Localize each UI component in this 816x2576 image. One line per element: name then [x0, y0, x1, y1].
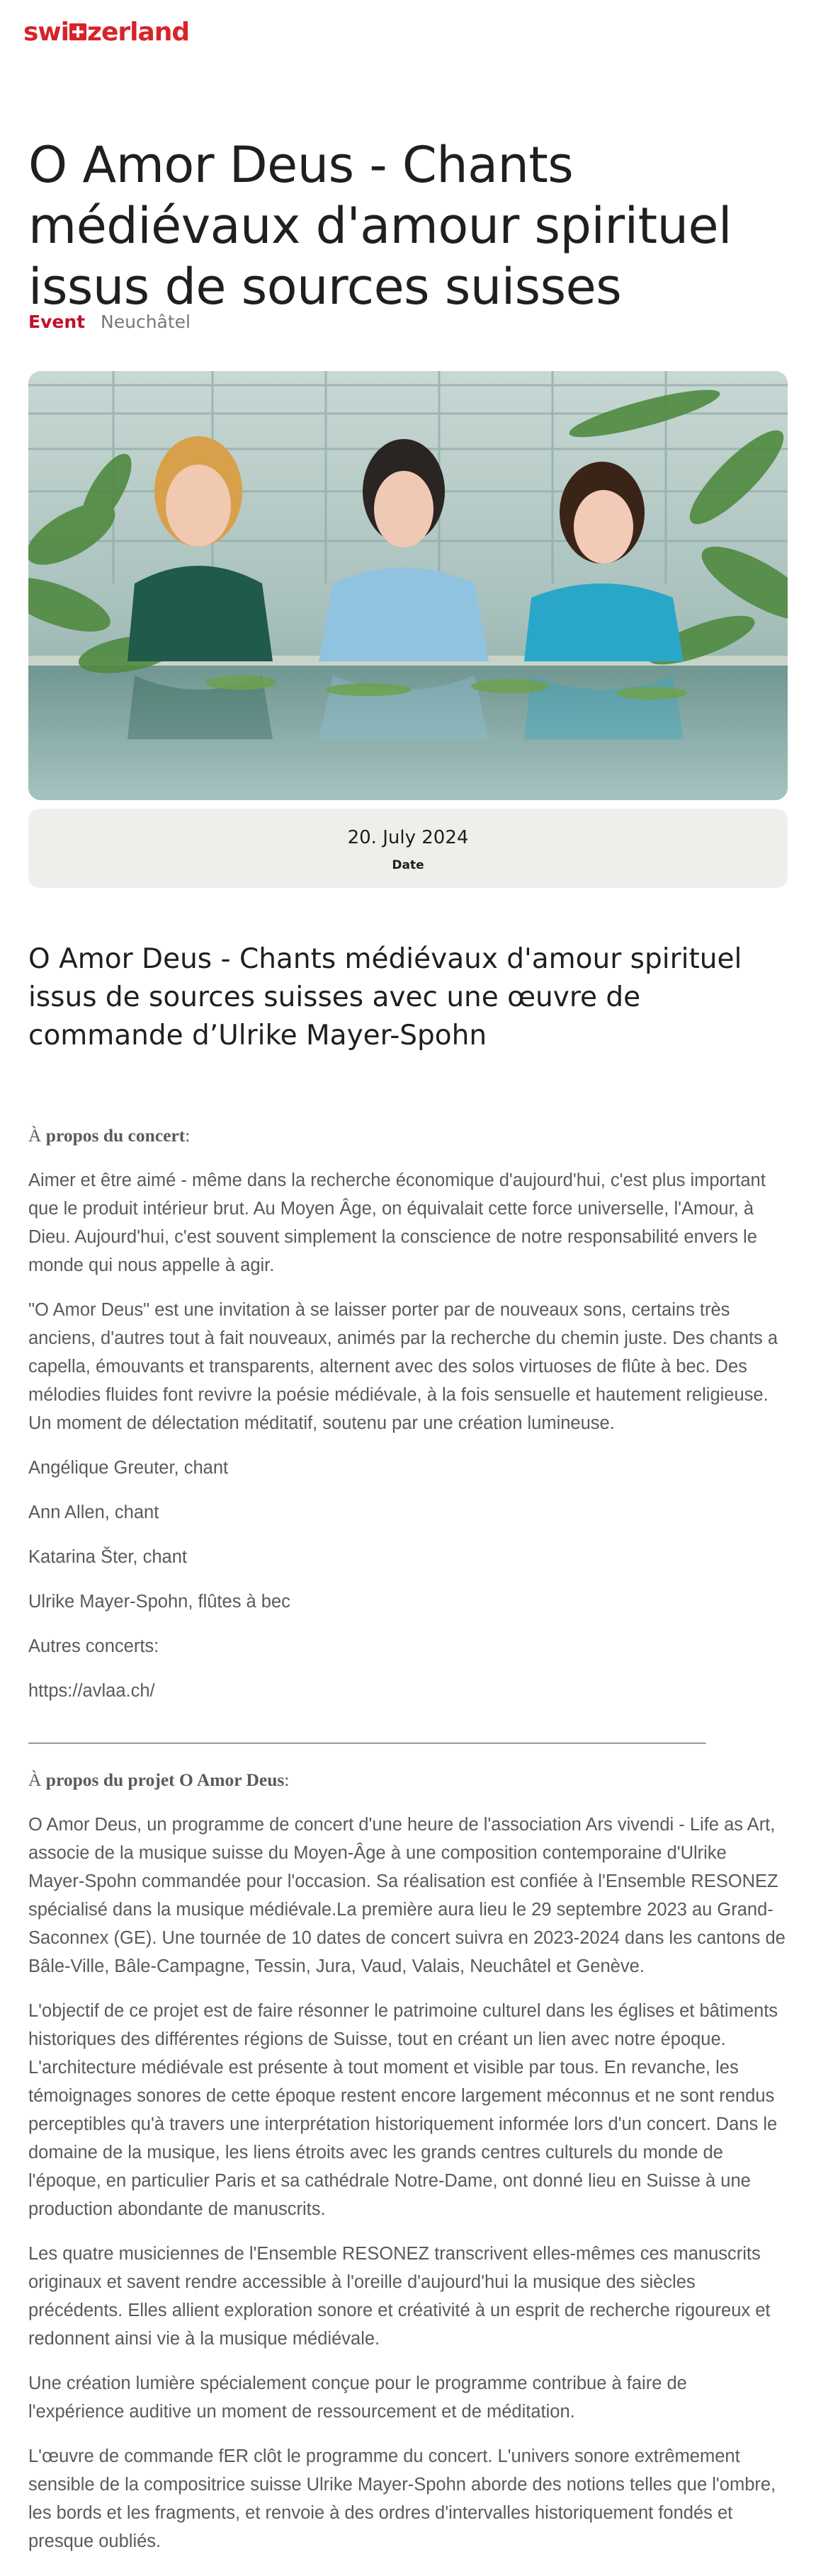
heading-prefix: À — [28, 1769, 46, 1790]
paragraph: O Amor Deus, un programme de concert d'une heure de l'association Ars vivendi - Life as Art, associe de la musique suisse du Moyen-Âge à une composition contemporaine d'Ulrike Mayer-Spohn commandée pour l'occasion. Sa réalisation est confiée à l'Ensemble RESONEZ spécialisé dans la musique médiévale.La première aura lieu le 29 septembre 2023 au Grand-Saconnex (GE). Une tournée de 10 dates de concert suivra en 2023-2024 dans les cantons de Bâle-Ville, Bâle-Campagne, Tessin, Jura, Vaud, Valais, Neuchâtel et Genève. — [28, 1815, 786, 1976]
logo-text-end: zerland — [87, 18, 190, 47]
event-date-card — [28, 809, 788, 888]
other-concerts-label: Autres concerts: — [28, 1636, 159, 1656]
paragraph: L'œuvre de commande fER clôt le programme du concert. L'univers sonore extrêmement sensible de la compositrice suisse Ulrike Mayer-Spohn aborde des notions telles que l'ombre, les bords et les fragments, et renvoie à des ordres d'intervalles historiquement fondés et presque oubliés. — [28, 2446, 776, 2551]
about-project-heading — [28, 1766, 788, 1794]
logo-text-start: swi — [23, 18, 69, 47]
heading-suffix: : — [185, 1125, 191, 1146]
event-meta — [28, 312, 191, 332]
heading-prefix: À — [28, 1125, 46, 1146]
paragraph: Aimer et être aimé - même dans la recherche économique d'aujourd'hui, c'est plus important que le produit intérieur brut. Au Moyen Âge, on équivalait cette force universelle, l'Amour, à Dieu. Aujourd'hui, c'est souvent simplement la conscience de notre responsabilité envers le monde qui nous appelle à agir. — [28, 1170, 766, 1275]
page-title: O Amor Deus - Chants médiévaux d'amour spirituel issus de sources suisses — [28, 136, 732, 316]
event-type-label: Event — [28, 312, 86, 332]
about-concert-heading — [28, 1122, 788, 1150]
performer-item: Angélique Greuter, chant — [28, 1458, 229, 1478]
divider-line: ___________________________________________________________________________ — [28, 1725, 706, 1745]
performer-item: Katarina Šter, chant — [28, 1547, 187, 1567]
concerts-link[interactable]: https://avlaa.ch/ — [28, 1681, 155, 1701]
ensemble-photo — [28, 371, 788, 800]
performer-item: Ulrike Mayer-Spohn, flûtes à bec — [28, 1592, 290, 1612]
event-date: 20. July 2024 — [347, 827, 469, 848]
switzerland-logo[interactable] — [23, 20, 189, 45]
heading-bold: propos du concert — [45, 1125, 186, 1146]
event-date-label: Date — [392, 858, 424, 872]
heading-suffix: : — [284, 1769, 290, 1790]
performer-item: Ann Allen, chant — [28, 1503, 159, 1522]
paragraph: L'objectif de ce projet est de faire résonner le patrimoine culturel dans les églises et bâtiments historiques des différentes régions de Suisse, tout en créant un lien avec notre époque. L'architecture médiévale est présente à tout moment et visible par tous. En revanche, les témoignages sonores de cette époque restent encore largement méconnus et ne sont rendus perceptibles qu'à travers une interprétation historiquement informée lors d'un concert. Dans le domaine de la musique, les liens étroits avec les grands centres culturels du monde de l'époque, en particulier Paris et sa cathédrale Notre-Dame, ont donné lieu en Suisse à une production abondante de manuscrits. — [28, 2001, 778, 2219]
lead-heading: O Amor Deus - Chants médiévaux d'amour spirituel issus de sources suisses avec une œuvre de commande d’Ulrike Mayer-Spohn — [28, 943, 742, 1052]
swiss-cross-icon — [69, 23, 86, 40]
heading-bold: propos du projet O Amor Deus — [45, 1769, 285, 1790]
paragraph: Une création lumière spécialement conçue pour le programme contribue à faire de l'expérience auditive un moment de ressourcement et de méditation. — [28, 2373, 687, 2422]
hero-image — [28, 371, 788, 800]
paragraph: "O Amor Deus" est une invitation à se laisser porter par de nouveaux sons, certains très anciens, d'autres tout à fait nouveaux, animés par la recherche du chemin juste. Des chants a capella, émouvants et transparents, alternent avec des solos virtuoses de flûte à bec. Des mélodies fluides font revivre la poésie médiévale, à la fois sensuelle et hautement religieuse. Un moment de délectation méditatif, soutenu par une création lumineuse. — [28, 1300, 778, 1433]
paragraph: Les quatre musiciennes de l'Ensemble RESONEZ transcrivent elles-mêmes ces manuscrits originaux et savent rendre accessible à l'oreille d'aujourd'hui la musique des siècles précédents. Elles allient exploration sonore et créativité à un esprit de recherche rigoureux et redonnent ainsi vie à la musique médiévale. — [28, 2244, 771, 2349]
event-description — [28, 1122, 788, 2572]
event-location: Neuchâtel — [101, 312, 191, 332]
